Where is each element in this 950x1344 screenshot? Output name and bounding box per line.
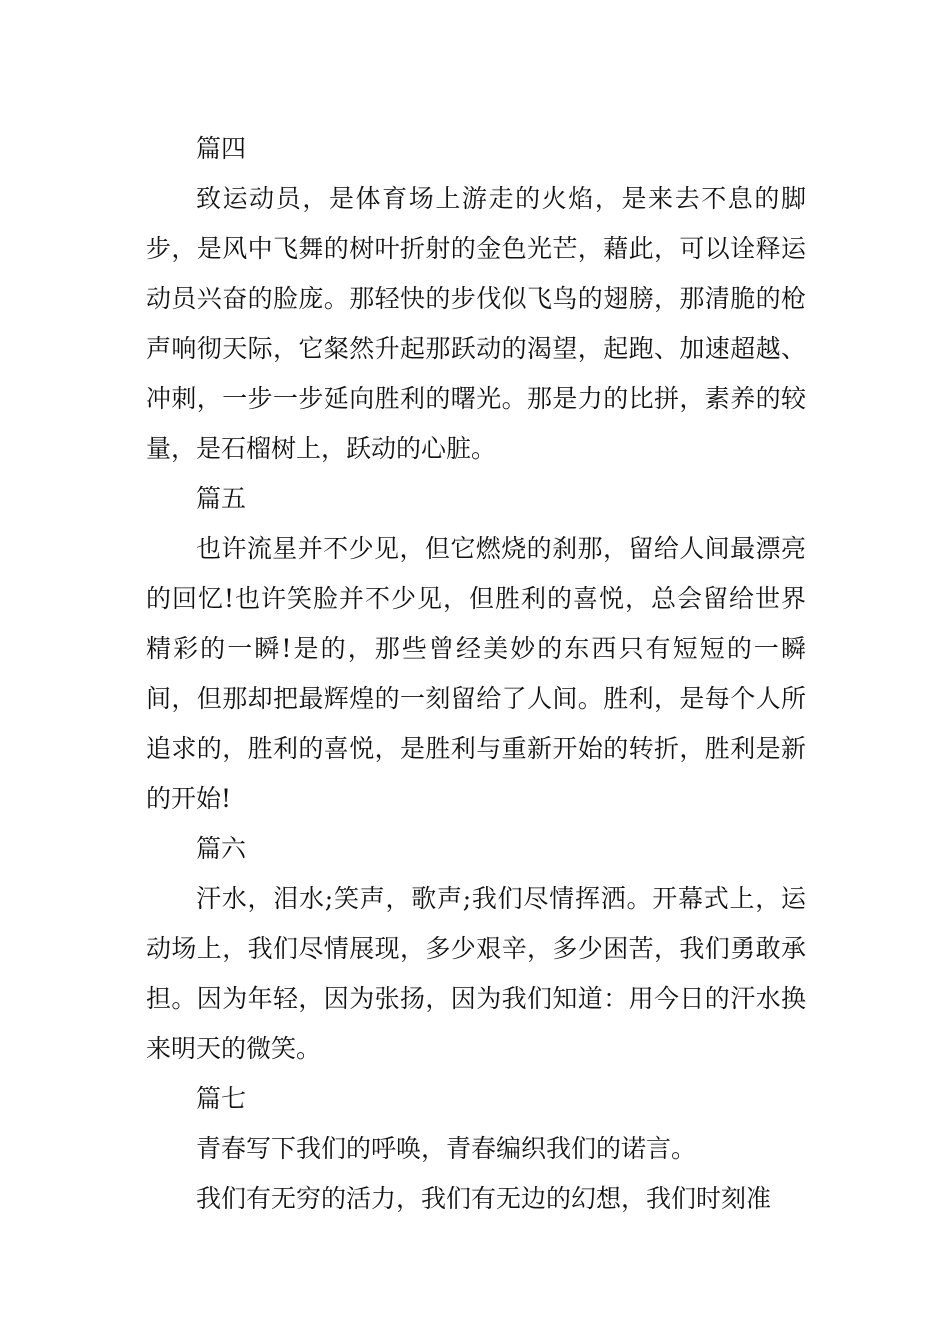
section-heading: 篇五 <box>196 484 247 513</box>
section-heading: 篇四 <box>196 134 247 163</box>
section-6 <box>146 824 806 1074</box>
paragraph: 我们有无穷的活力，我们有无边的幻想，我们时刻准 <box>196 1184 772 1213</box>
paragraph: 致运动员，是体育场上游走的火焰，是来去不息的脚步，是风中飞舞的树叶折射的金色光芒，藉此，可以诠释运动员兴奋的脸庞。那轻快的步伐似飞鸟的翅膀，那清脆的枪声响彻天际，它粲然升起那跃动的渴望，起跑、加速超越、冲刺，一步一步延向胜利的曙光。那是力的比拼，素养的较量，是石榴树上，跃动的心脏。 <box>146 184 806 463</box>
paragraph: 汗水，泪水;笑声，歌声;我们尽情挥洒。开幕式上，运动场上，我们尽情展现，多少艰辛，多少困苦，我们勇敢承担。因为年轻，因为张扬，因为我们知道：用今日的汗水换来明天的微笑。 <box>146 884 806 1063</box>
section-7 <box>146 1074 806 1224</box>
section-heading: 篇七 <box>196 1084 247 1113</box>
document-body <box>146 124 806 1224</box>
section-5 <box>146 474 806 824</box>
section-heading: 篇六 <box>196 834 247 863</box>
paragraph: 青春写下我们的呼唤，青春编织我们的诺言。 <box>196 1134 697 1163</box>
paragraph: 也许流星并不少见，但它燃烧的刹那，留给人间最漂亮的回忆!也许笑脸并不少见，但胜利的喜悦，总会留给世界精彩的一瞬!是的，那些曾经美妙的东西只有短短的一瞬间，但那却把最辉煌的一刻留给了人间。胜利，是每个人所追求的，胜利的喜悦，是胜利与重新开始的转折，胜利是新的开始! <box>146 534 806 813</box>
section-4 <box>146 124 806 474</box>
